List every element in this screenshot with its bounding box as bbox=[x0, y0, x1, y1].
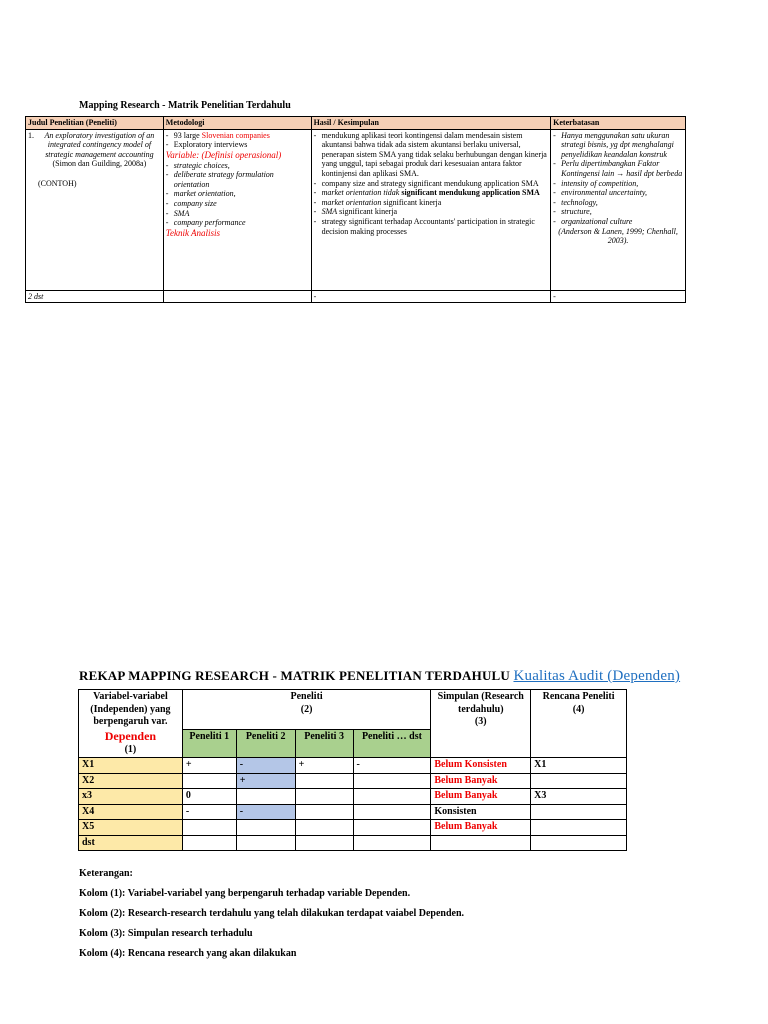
limitation-citation: (Anderson & Lanen, 1999; Chenhall, 2003). bbox=[558, 226, 678, 246]
example-label: (CONTOH) bbox=[38, 178, 77, 188]
variable-item: - market orientation, bbox=[166, 189, 309, 199]
result-item: - market orientation tidak significant mendukung application SMA bbox=[314, 188, 549, 198]
col1-header: Variabel-variabel (Independen) yang berpengaruh var. Dependen (1) bbox=[79, 690, 183, 758]
methodology-cell bbox=[163, 129, 311, 290]
table-row bbox=[26, 290, 686, 303]
row2-col1: 2 dst bbox=[26, 290, 164, 303]
sub-header-peneliti-dst: Peneliti … dst bbox=[353, 730, 431, 758]
dependen-link[interactable]: Kualitas Audit (Dependen) bbox=[513, 668, 681, 684]
header-hasil: Hasil / Kesimpulan bbox=[311, 117, 551, 130]
variable-heading: Variable: (Definisi operasional) bbox=[165, 149, 282, 160]
row-number: 1. bbox=[28, 130, 34, 140]
notes-section bbox=[79, 868, 464, 968]
note-item: Kolom (2): Research-research terdahulu yang telah dilakukan terdapat vaiabel Dependen. bbox=[79, 908, 465, 919]
col3-header: Simpulan (Research terdahulu) (3) bbox=[431, 690, 531, 758]
variable-item: - company size bbox=[166, 199, 309, 209]
result-item: - market orientation significant kinerja bbox=[314, 198, 549, 208]
row2-col3: - bbox=[311, 290, 551, 303]
research-title: An exploratory investigation of an integrated contingency model of strategic management accounting bbox=[44, 130, 155, 159]
header-keterbatasan: Keterbatasan bbox=[551, 117, 686, 130]
sub-header-peneliti-1: Peneliti 1 bbox=[182, 730, 236, 758]
method-item: - 93 large Slovenian companies bbox=[166, 131, 309, 141]
limitation-item: - Perlu dipertimbangkan Faktor Kontingensi lain → hasil dpt berbeda bbox=[553, 159, 683, 178]
header-metodologi: Metodologi bbox=[163, 117, 311, 130]
results-cell bbox=[311, 129, 551, 290]
result-item: - strategy significant terhadap Accountants' participation in strategic decision making processes bbox=[314, 217, 549, 236]
variable-item: - deliberate strategy formulation orientation bbox=[166, 170, 309, 189]
limitation-item: - Hanya menggunakan satu ukuran strategi bisnis, yg dpt menghalangi penyelidikan keandalan konstruk bbox=[553, 131, 683, 160]
limitation-item: - intensity of competition, bbox=[553, 179, 683, 189]
result-item: - mendukung aplikasi teori kontingensi dalam mendesain sistem akuntansi bahwa tidak ada sistem akuntansi berlaku universal, penerapan sistem SMA yang tidak selaku berhubungan dengan kinerja yang unggul, tapi sebagai produk dari kesesuaian antara faktor kontinjensi dan aplikasi SMA. bbox=[314, 131, 549, 179]
variable-item: - strategic choices, bbox=[166, 161, 309, 171]
table1-title: Mapping Research - Matrik Penelitian Terdahulu bbox=[79, 100, 291, 111]
table-row: X4 - - Konsisten bbox=[79, 804, 627, 820]
row2-col2 bbox=[163, 290, 311, 303]
limitation-item: - technology, bbox=[553, 198, 683, 208]
header-judul: Judul Penelitian (Peneliti) bbox=[26, 117, 164, 130]
research-citation: (Simon dan Guilding, 2008a) bbox=[52, 159, 147, 169]
table-row: X5 Belum Banyak bbox=[79, 820, 627, 836]
sub-header-peneliti-3: Peneliti 3 bbox=[295, 730, 353, 758]
note-item: Kolom (3): Simpulan research terhadulu bbox=[79, 928, 253, 939]
table-row: dst bbox=[79, 835, 627, 851]
notes-heading: Keterangan: bbox=[79, 868, 133, 879]
table-row: X1 + - + - Belum Konsisten X1 bbox=[79, 758, 627, 774]
method-item: - Exploratory interviews bbox=[166, 140, 309, 150]
table-row: X2 + Belum Banyak bbox=[79, 773, 627, 789]
note-item: Kolom (1): Variabel-variabel yang berpengaruh terhadap variable Dependen. bbox=[79, 888, 411, 899]
limitation-item: - environmental uncertainty, bbox=[553, 188, 683, 198]
limitation-item: - organizational culture bbox=[553, 217, 683, 227]
sub-header-peneliti-2: Peneliti 2 bbox=[236, 730, 295, 758]
rekap-mapping-table bbox=[78, 689, 627, 851]
table-row: x3 0 Belum Banyak X3 bbox=[79, 789, 627, 805]
result-item: - SMA significant kinerja bbox=[314, 207, 549, 217]
row2-col4: - bbox=[551, 290, 686, 303]
note-item: Kolom (4): Rencana research yang akan dilakukan bbox=[79, 948, 297, 959]
table-row bbox=[26, 129, 686, 290]
col2-header: Peneliti (2) bbox=[182, 690, 431, 730]
limitations-cell bbox=[551, 129, 686, 290]
research-title-cell bbox=[26, 129, 164, 290]
col4-header: Rencana Peneliti (4) bbox=[531, 690, 627, 758]
table2-title: REKAP MAPPING RESEARCH - MATRIK PENELITIAN TERDAHULU Kualitas Audit (Dependen) bbox=[79, 668, 681, 684]
limitation-item: - structure, bbox=[553, 207, 683, 217]
mapping-research-table bbox=[25, 116, 686, 303]
technique-heading: Teknik Analisis bbox=[165, 227, 221, 238]
variable-item: - SMA bbox=[166, 209, 309, 219]
result-item: - company size and strategy significant mendukung application SMA bbox=[314, 179, 549, 189]
variable-item: - company performance bbox=[166, 218, 309, 228]
